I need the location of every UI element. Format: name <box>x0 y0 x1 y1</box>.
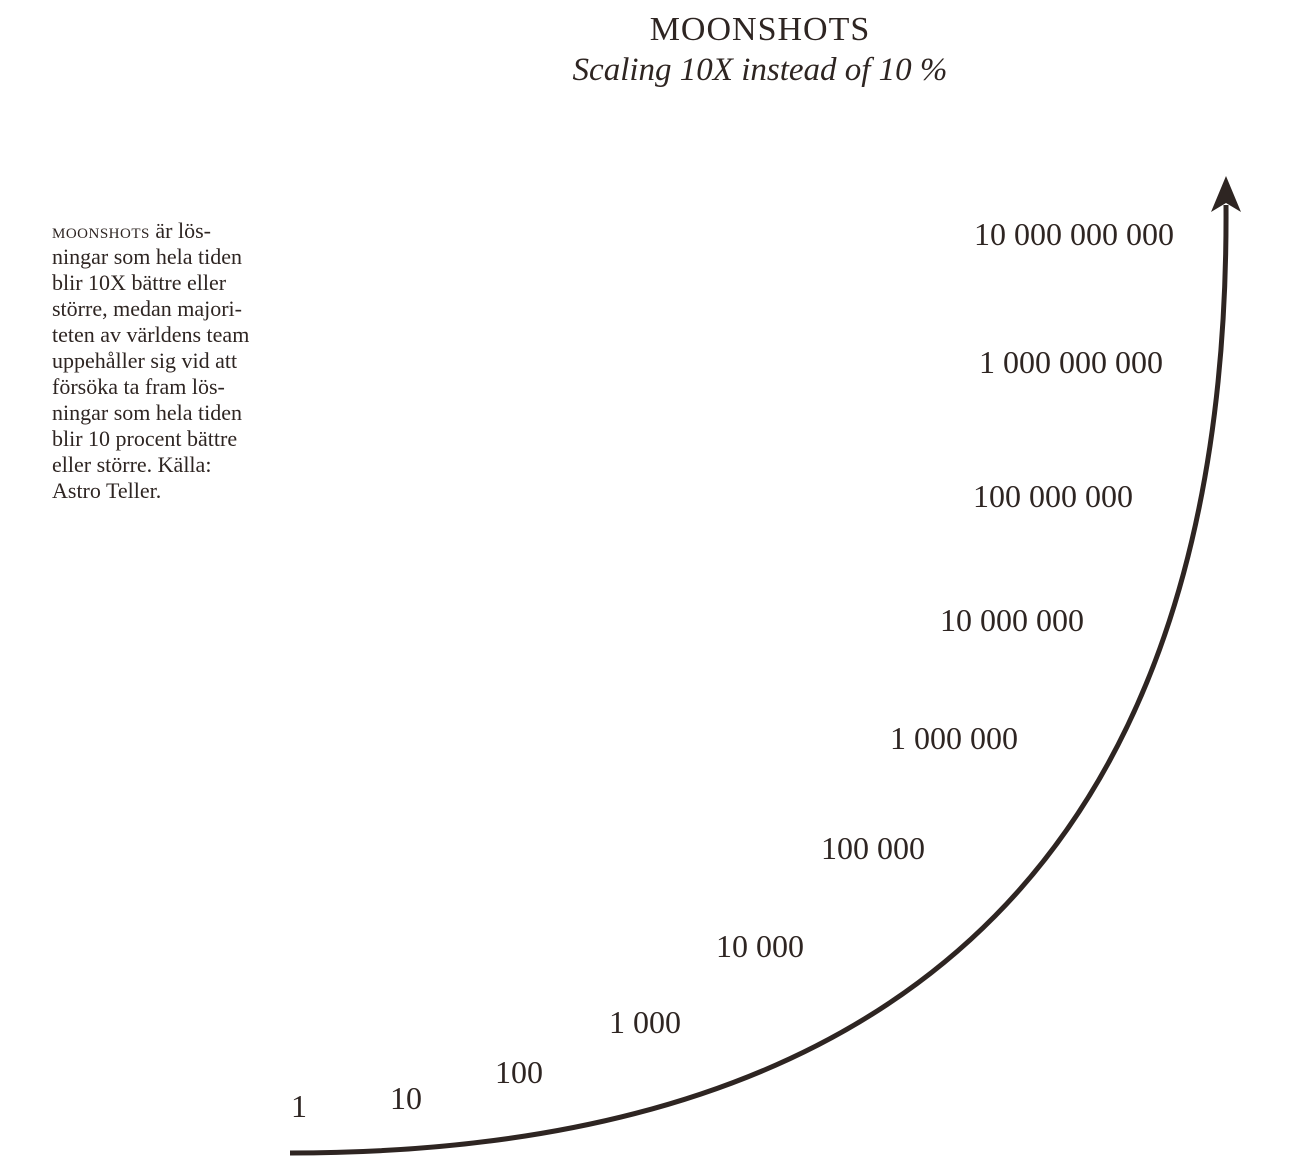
side-note-line: blir 10 procent bättre <box>52 426 238 451</box>
diagram-subtitle: Scaling 10X instead of 10 % <box>572 52 948 88</box>
step-label-10: 10 <box>390 1080 422 1116</box>
step-labels <box>291 216 1174 1124</box>
side-note-line: Astro Teller. <box>52 478 162 503</box>
side-note-line: är lös- <box>149 218 211 243</box>
step-label-1: 1 <box>291 1088 307 1124</box>
step-label-1000000: 1 000 000 <box>890 720 1018 756</box>
step-label-1000000000: 1 000 000 000 <box>979 344 1163 380</box>
side-note-line: uppehåller sig vid att <box>52 348 238 373</box>
side-note-line: ningar som hela tiden <box>52 400 243 425</box>
side-note-line: större, medan majori- <box>52 296 242 321</box>
side-note-line: ningar som hela tiden <box>52 244 243 269</box>
step-label-10000000: 10 000 000 <box>940 602 1084 638</box>
step-label-1000: 1 000 <box>609 1004 681 1040</box>
diagram-title: MOONSHOTS <box>649 11 871 48</box>
step-label-100000: 100 000 <box>821 830 925 866</box>
step-label-10000: 10 000 <box>716 928 804 964</box>
side-note-line: teten av världens team <box>52 322 250 347</box>
step-label-100: 100 <box>495 1054 543 1090</box>
side-note-line: eller större. Källa: <box>52 452 212 477</box>
step-label-10000000000: 10 000 000 000 <box>974 216 1174 252</box>
side-note-line: blir 10X bättre eller <box>52 270 227 295</box>
step-label-100000000: 100 000 000 <box>973 478 1133 514</box>
side-note-lead: moonshots <box>52 218 150 243</box>
side-note-line: försöka ta fram lös- <box>52 374 225 399</box>
